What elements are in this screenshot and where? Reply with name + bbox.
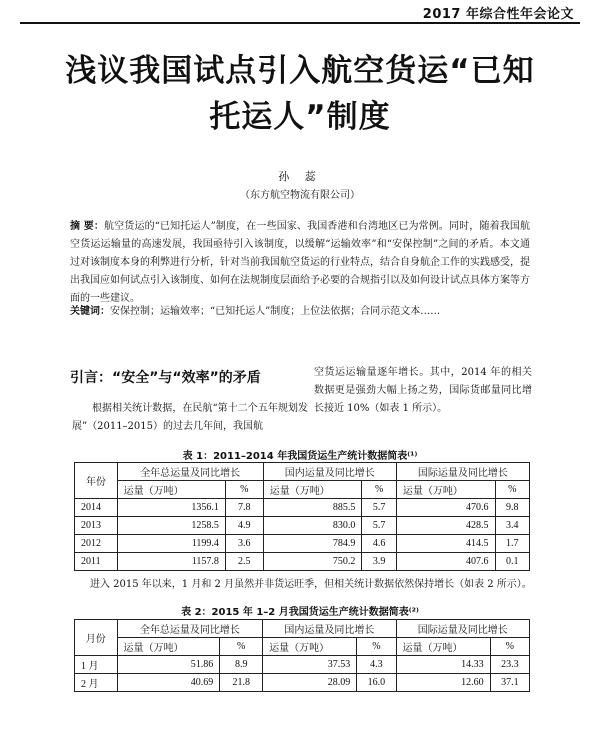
table2 (74, 619, 530, 692)
table1-body (75, 499, 530, 571)
table-cell: 51.86 (117, 656, 220, 674)
table-cell: 40.69 (117, 674, 220, 692)
body-paragraph-mid: 进入 2015 年以来，1 月和 2 月虽然并非货运旺季，但相关统计数据依然保持增长（如表 2 所示）。 (90, 579, 532, 590)
table-row (75, 674, 530, 692)
header-rule (20, 22, 580, 24)
table2-group-header: 国内运量及同比增长 (263, 620, 396, 638)
section-heading: 引言：“安全”与“效率”的矛盾 (70, 370, 261, 386)
article-title (0, 48, 600, 140)
table1-subheader: % (225, 481, 263, 499)
table-cell: 830.0 (263, 517, 362, 535)
table2-caption: 表 2：2015 年 1–2 月我国货运生产统计数据简表⁽²⁾ (181, 607, 419, 618)
table-cell: 407.6 (396, 553, 495, 571)
table1-subheader: % (495, 481, 530, 499)
table-cell: 37.53 (263, 656, 357, 674)
table-cell: 1199.4 (117, 535, 225, 553)
table-cell: 750.2 (263, 553, 362, 571)
row-label-cell: 2011 (75, 553, 118, 571)
author-affiliation: （东方航空物流有限公司） (240, 190, 360, 201)
table2-group-header: 国际运量及同比增长 (396, 620, 529, 638)
table-row (75, 535, 530, 553)
table2-subheader: % (220, 638, 263, 656)
table-cell: 3.6 (225, 535, 263, 553)
table1-caption: 表 1：2011–2014 年我国货运生产统计数据简表⁽¹⁾ (182, 451, 418, 462)
table-cell: 4.3 (357, 656, 396, 674)
table-row (75, 517, 530, 535)
article-title-line-1: 浅议我国试点引入航空货运“已知 (65, 53, 535, 89)
table1-subheader: 运量（万吨） (396, 481, 495, 499)
table-cell: 7.8 (225, 499, 263, 517)
abstract-label: 摘 要： (70, 221, 105, 232)
table-cell: 1157.8 (117, 553, 225, 571)
table2-group-header: 全年总运量及同比增长 (117, 620, 263, 638)
table1-subheader: 运量（万吨） (263, 481, 362, 499)
table-cell: 21.8 (220, 674, 263, 692)
keywords-label: 关键词： (70, 306, 110, 317)
table1-subheader: 运量（万吨） (117, 481, 225, 499)
table-cell: 1258.5 (117, 517, 225, 535)
table-row (75, 656, 530, 674)
table2-subheader: 运量（万吨） (263, 638, 357, 656)
table-cell: 1356.1 (117, 499, 225, 517)
table-cell: 12.60 (396, 674, 490, 692)
table-cell: 4.6 (362, 535, 396, 553)
table-cell: 4.9 (225, 517, 263, 535)
keywords (70, 304, 530, 320)
table-cell: 5.7 (362, 499, 396, 517)
row-label-cell: 2013 (75, 517, 118, 535)
table-cell: 784.9 (263, 535, 362, 553)
table2-subheader: % (490, 638, 529, 656)
journal-header: 2017 年综合性年会论文 (422, 7, 574, 22)
table1 (74, 462, 530, 571)
table2-body (75, 656, 530, 692)
table-cell: 428.5 (396, 517, 495, 535)
table1-group-header: 国内运量及同比增长 (263, 463, 396, 481)
author-name: 孙 蕊 (278, 170, 322, 183)
table-cell: 470.6 (396, 499, 495, 517)
table-row (75, 553, 530, 571)
table2-row-header: 月份 (75, 620, 118, 656)
row-label-cell: 2 月 (75, 674, 118, 692)
table-cell: 0.1 (495, 553, 530, 571)
table-cell: 5.7 (362, 517, 396, 535)
table2-subheader: % (357, 638, 396, 656)
table-cell: 8.9 (220, 656, 263, 674)
table-cell: 2.5 (225, 553, 263, 571)
table-cell: 3.9 (362, 553, 396, 571)
article-title-line-2: 托运人”制度 (209, 99, 391, 135)
table1-row-header: 年份 (75, 463, 118, 499)
row-label-cell: 1 月 (75, 656, 118, 674)
body-paragraph-right: 空货运运输量逐年增长。其中，2014 年的相关数据更是强劲大幅上扬之势，国际货邮量同比增长接近 10%（如表 1 所示）。 (314, 367, 532, 414)
table-cell: 1.7 (495, 535, 530, 553)
table-cell: 16.0 (357, 674, 396, 692)
table-cell: 414.5 (396, 535, 495, 553)
table-cell: 14.33 (396, 656, 490, 674)
table-cell: 23.3 (490, 656, 529, 674)
table-cell: 885.5 (263, 499, 362, 517)
body-paragraph-left: 根据相关统计数据，在民航“第十二个五年规划发展”（2011–2015）的过去几年间，我国航 (72, 403, 308, 432)
row-label-cell: 2014 (75, 499, 118, 517)
table2-subheader: 运量（万吨） (117, 638, 220, 656)
keywords-text: 安保控制；运输效率；“已知托运人”制度；上位法依据；合同示范文本…… (110, 306, 441, 317)
table-cell: 28.09 (263, 674, 357, 692)
abstract-text: 航空货运的“已知托运人”制度，在一些国家、我国香港和台湾地区已为常例。同时，随着我国航空货运运输量的高速发展，我国亟待引入该制度，以缓解“运输效率”和“安保控制”之间的矛盾。本文通过对该制度本身的利弊进行分析，针对当前我国航空货运的行业特点，结合自身航企工作的实践感受，提出我国应如何试点引入该制度、如何在法规制度层面给予必要的合规指引以及如何设计试点具体方案等方面的一些建议。 (70, 221, 530, 304)
table1-group-header: 国际运量及同比增长 (396, 463, 529, 481)
table-cell: 37.1 (490, 674, 529, 692)
table1-subheader: % (362, 481, 396, 499)
table1-group-header: 全年总运量及同比增长 (117, 463, 263, 481)
table-row (75, 499, 530, 517)
row-label-cell: 2012 (75, 535, 118, 553)
abstract (70, 218, 530, 308)
table2-subheader: 运量（万吨） (396, 638, 490, 656)
table-cell: 3.4 (495, 517, 530, 535)
table-cell: 9.8 (495, 499, 530, 517)
